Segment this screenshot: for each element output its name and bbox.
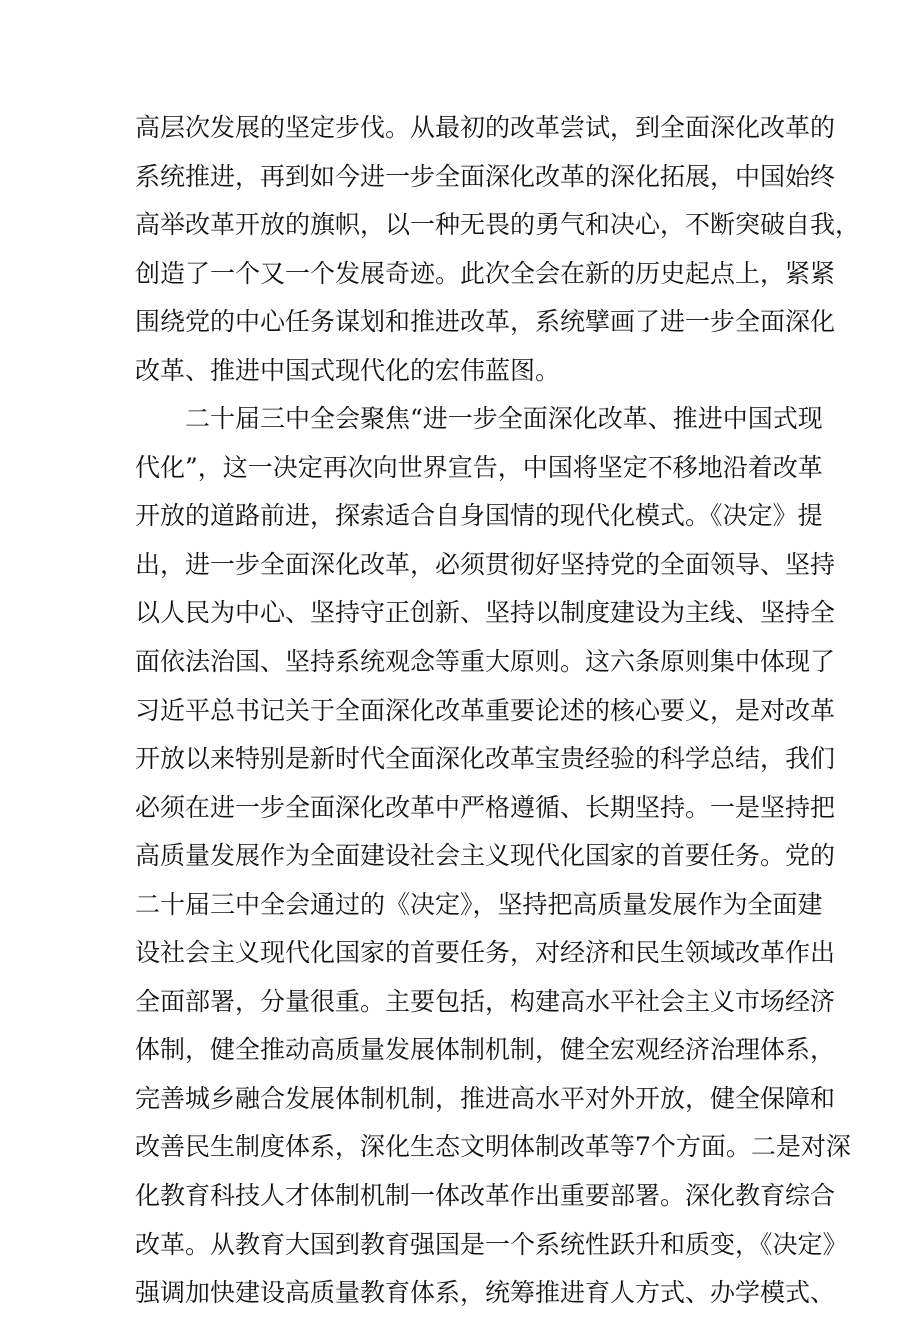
body-text — [135, 104, 861, 1318]
text-line: 系统推进，再到如今进一步全面深化改革的深化拓展，中国始终 — [135, 161, 836, 191]
text-line: 面依法治国、坚持系统观念等重大原则。这六条原则集中体现了 — [135, 647, 836, 677]
text-line: 高层次发展的坚定步伐。从最初的改革尝试，到全面深化改革的 — [135, 113, 836, 142]
text-line: 以人民为中心、坚持守正创新、坚持以制度建设为主线、坚持全 — [135, 598, 836, 628]
text-line: 开放的道路前进，探索适合自身国情的现代化模式。《决定》提 — [135, 501, 823, 531]
text-line: 改革、推进中国式现代化的宏伟蓝图。 — [135, 355, 561, 385]
text-line: 习近平总书记关于全面深化改革重要论述的核心要义，是对改革 — [135, 695, 836, 725]
text-line: 高质量发展作为全面建设社会主义现代化国家的首要任务。党的 — [135, 841, 836, 871]
text-line: 完善城乡融合发展体制机制，推进高水平对外开放，健全保障和 — [135, 1083, 836, 1113]
text-line: 化教育科技人才体制机制一体改革作出重要部署。深化教育综合 — [135, 1181, 836, 1211]
text-line: 体制，健全推动高质量发展体制机制，健全宏观经济治理体系， — [135, 1035, 836, 1065]
text-line: 全面部署，分量很重。主要包括，构建高水平社会主义市场经济 — [135, 986, 836, 1016]
text-line: 出，进一步全面深化改革，必须贯彻好坚持党的全面领导、坚持 — [135, 549, 836, 579]
text-line: 强调加快建设高质量教育体系，统筹推进育人方式、办学模式、 — [135, 1278, 836, 1308]
text-line: 设社会主义现代化国家的首要任务，对经济和民生领域改革作出 — [135, 938, 836, 968]
text-line: 开放以来特别是新时代全面深化改革宝贵经验的科学总结，我们 — [135, 744, 836, 774]
text-line: 创造了一个又一个发展奇迹。此次全会在新的历史起点上，紧紧 — [135, 258, 836, 288]
text-line: 二十届三中全会通过的《决定》，坚持把高质量发展作为全面建 — [135, 889, 823, 919]
text-line: 代化”，这一决定再次向世界宣告，中国将坚定不移地沿着改革 — [135, 452, 823, 482]
text-line: 改革。从教育大国到教育强国是一个系统性跃升和质变，《决定》 — [135, 1229, 848, 1259]
text-line: 高举改革开放的旗帜，以一种无畏的勇气和决心，不断突破自我， — [135, 210, 861, 240]
text-line: 围绕党的中心任务谋划和推进改革，系统擘画了进一步全面深化 — [135, 307, 836, 337]
text-line: 二十届三中全会聚焦“进一步全面深化改革、推进中国式现 — [135, 404, 823, 434]
text-line: 必须在进一步全面深化改革中严格遵循、长期坚持。一是坚持把 — [135, 792, 836, 822]
text-line: 改善民生制度体系，深化生态文明体制改革等7个方面。二是对深 — [135, 1132, 851, 1162]
